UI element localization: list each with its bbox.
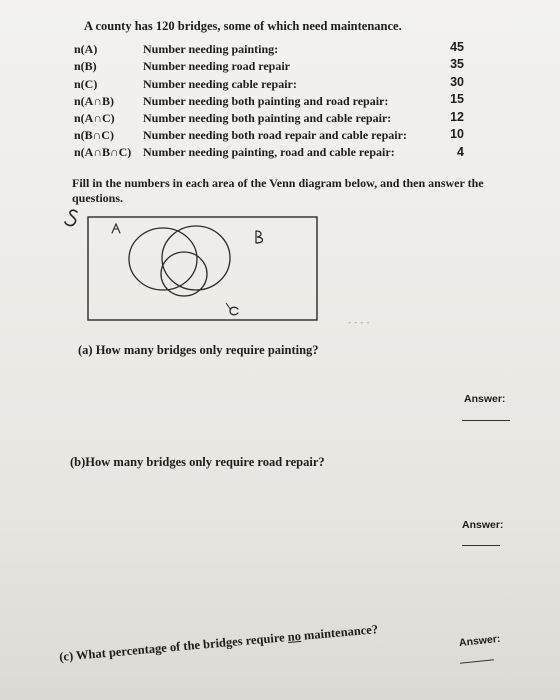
handwritten-b-mark [256, 231, 263, 243]
notation-ac: n(A∩C) [74, 111, 115, 125]
universe-label-s [65, 210, 77, 225]
desc-a: Number needing painting: [143, 42, 279, 56]
desc-bc: Number needing both road repair and cable repair: [143, 128, 407, 142]
answer-a-line[interactable] [462, 420, 510, 421]
value-b: 35 [450, 57, 464, 71]
venn-diagram [60, 200, 380, 340]
universe-rectangle [88, 217, 317, 320]
question-c-emphasis: no [287, 628, 302, 645]
faint-mark: - - - - [348, 318, 370, 328]
desc-abc: Number needing painting, road and cable repair: [143, 145, 395, 159]
handwritten-c-mark [230, 307, 238, 314]
circle-c [161, 252, 207, 296]
desc-b: Number needing road repair [143, 59, 291, 73]
circle-b [162, 226, 230, 290]
answer-c-line[interactable] [460, 659, 494, 664]
desc-ab: Number needing both painting and road repair: [143, 94, 389, 108]
notation-abc: n(A∩B∩C) [74, 145, 132, 159]
question-b: (b)How many bridges only require road repair? [70, 455, 325, 469]
notation-a: n(A) [74, 42, 98, 56]
answer-c-label: Answer: [458, 632, 501, 650]
circle-a [129, 228, 197, 290]
question-a-text: (a) How many bridges only require painting? [78, 343, 319, 357]
desc-ac: Number needing both painting and cable repair: [143, 111, 392, 125]
question-a [78, 343, 319, 358]
answer-b-label: Answer: [462, 519, 504, 531]
value-ac: 12 [450, 110, 464, 124]
question-c [59, 622, 379, 665]
notation-b: n(B) [74, 59, 97, 73]
value-abc: 4 [457, 145, 464, 159]
desc-c: Number needing cable repair: [143, 77, 297, 91]
answer-a-label: Answer: [464, 393, 506, 405]
question-c-prefix: (c) What percentage of the bridges require [58, 630, 289, 665]
notation-c: n(C) [74, 77, 98, 91]
answer-b-line[interactable] [462, 545, 500, 546]
pointer-stroke [226, 303, 231, 310]
venn-instructions: Fill in the numbers in each area of the Venn diagram below, and then answer the questions. [72, 176, 484, 205]
question-c-suffix: maintenance? [300, 622, 379, 643]
handwritten-a-mark [112, 224, 120, 233]
notation-bc: n(B∩C) [74, 128, 114, 142]
value-bc: 10 [450, 127, 464, 141]
value-ab: 15 [450, 92, 464, 106]
notation-ab: n(A∩B) [74, 94, 114, 108]
value-a: 45 [450, 40, 464, 54]
problem-intro: A county has 120 bridges, some of which need maintenance. [84, 19, 402, 33]
value-c: 30 [450, 75, 464, 89]
